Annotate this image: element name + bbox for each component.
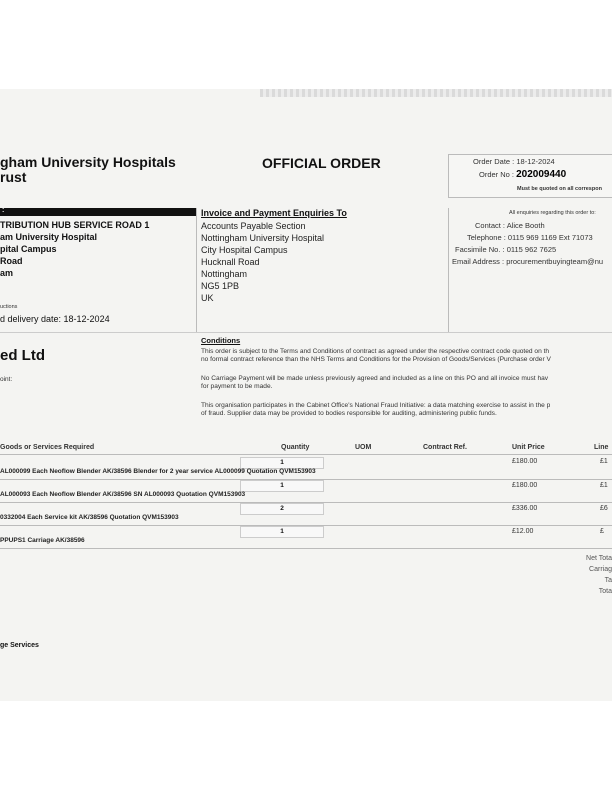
row-rule (0, 548, 612, 549)
carriage-label: Carriag (589, 566, 612, 573)
invoice-line: Nottingham (201, 269, 248, 279)
email-label: Email Address : (452, 257, 505, 266)
supplier-point-label: oint: (0, 376, 13, 383)
delivery-line: am University Hospital (0, 232, 98, 242)
document-title: OFFICIAL ORDER (262, 155, 381, 171)
contact-label: Contact : (475, 221, 506, 230)
delivery-header (0, 208, 196, 216)
scan-edge-strip (260, 89, 612, 97)
order-number-value: 202009440 (516, 169, 567, 180)
email-row (452, 257, 603, 266)
instructions-label: uctions (0, 304, 18, 310)
telephone-value: 0115 969 1169 Ext 71073 (507, 233, 593, 242)
email-value[interactable]: procurementbuyingteam@nu (506, 257, 604, 266)
col-unit-price: Unit Price (512, 444, 545, 451)
row-description: AL000093 Each Neoflow Blender AK/38596 SN AL000093 Quotation QVM153903 (0, 491, 246, 498)
conditions-line: This order is subject to the Terms and Conditions of contract as agreed under the respective contract code quoted on th (201, 348, 550, 355)
supplier-name: ed Ltd (0, 347, 45, 364)
row-description: PPUPS1 Carriage AK/38596 (0, 537, 85, 544)
trust-name-line2: rust (0, 169, 27, 185)
row-quantity: 2 (240, 503, 324, 515)
row-description: AL000099 Each Neoflow Blender AK/38596 Blender for 2 year service AL000099 Quotation QVM153903 (0, 468, 316, 475)
delivery-line: Road (0, 256, 23, 266)
row-line-total: £1 (600, 458, 608, 465)
section-divider (0, 332, 612, 333)
delivery-line: am (0, 268, 14, 278)
order-number-label: Order No : (479, 170, 515, 179)
row-description: 0332004 Each Service kit AK/38596 Quotation QVM153903 (0, 514, 179, 521)
col-uom: UOM (355, 444, 372, 451)
total-label: Tota (598, 588, 612, 595)
invoice-line: UK (201, 293, 214, 303)
col-contract-ref: Contract Ref. (423, 444, 467, 451)
contact-value: Alice Booth (506, 221, 545, 230)
row-unit-price: £12.00 (512, 528, 534, 535)
order-number (479, 169, 566, 180)
contact-note: All enquiries regarding this order to: (509, 210, 596, 216)
quote-note: Must be quoted on all correspon (517, 186, 602, 192)
net-total-label: Net Tota (586, 555, 612, 562)
contact-row (475, 221, 545, 230)
col-goods: Goods or Services Required (0, 444, 95, 451)
row-unit-price: £180.00 (512, 458, 538, 465)
invoice-line: NG5 1PB (201, 281, 240, 291)
conditions-line: No Carriage Payment will be made unless previously agreed and included as a line on this PO and all invoice must hav (201, 375, 549, 382)
trust-name-line1: gham University Hospitals (0, 154, 176, 170)
conditions-line: of fraud. Supplier data may be provided to bodies responsible for auditing, administering public funds. (201, 410, 497, 417)
conditions-line: no formal contract reference than the NHS Terms and Conditions for the Provision of Goods/Services (Purchase order V (201, 356, 551, 363)
order-document (0, 89, 612, 701)
fax-label: Facsimile No. : (455, 245, 505, 254)
conditions-line: for payment to be made. (201, 383, 273, 390)
header-rule (0, 454, 612, 455)
row-quantity: 1 (240, 526, 324, 538)
order-date-label: Order Date : (473, 157, 515, 166)
delivery-address (0, 219, 149, 279)
invoice-line: Accounts Payable Section (201, 221, 306, 231)
row-unit-price: £180.00 (512, 482, 538, 489)
telephone-row (467, 233, 593, 242)
telephone-label: Telephone : (467, 233, 506, 242)
order-meta-box (448, 154, 612, 198)
invoice-line: Nottingham University Hospital (201, 233, 325, 243)
delivery-line: pital Campus (0, 244, 57, 254)
fax-row (455, 245, 556, 254)
invoice-line: Hucknall Road (201, 257, 260, 267)
row-line-total: £ (600, 528, 604, 535)
footer-services: ge Services (0, 642, 39, 649)
row-line-total: £1 (600, 482, 608, 489)
order-date (473, 157, 555, 166)
col-line: Line (594, 444, 609, 451)
invoice-line: City Hospital Campus (201, 245, 288, 255)
row-unit-price: £336.00 (512, 505, 538, 512)
invoice-address (201, 220, 324, 304)
conditions-line: This organisation participates in the Cabinet Office's National Fraud Initiative: a data matching exercise to assist in the p (201, 402, 551, 409)
fax-value: 0115 962 7625 (506, 245, 557, 254)
delivery-line: TRIBUTION HUB SERVICE ROAD 1 (0, 220, 150, 230)
row-line-total: £6 (600, 505, 608, 512)
col-quantity: Quantity (281, 444, 310, 451)
conditions-title: Conditions (201, 336, 241, 345)
trust-name (0, 155, 176, 185)
invoice-title: Invoice and Payment Enquiries To (201, 208, 347, 218)
row-quantity: 1 (240, 457, 324, 469)
tax-label: Ta (604, 577, 612, 584)
order-date-value: 18-12-2024 (516, 157, 555, 166)
delivery-header-label: : (2, 207, 5, 214)
row-quantity: 1 (240, 480, 324, 492)
delivery-date: d delivery date: 18-12-2024 (0, 314, 110, 324)
